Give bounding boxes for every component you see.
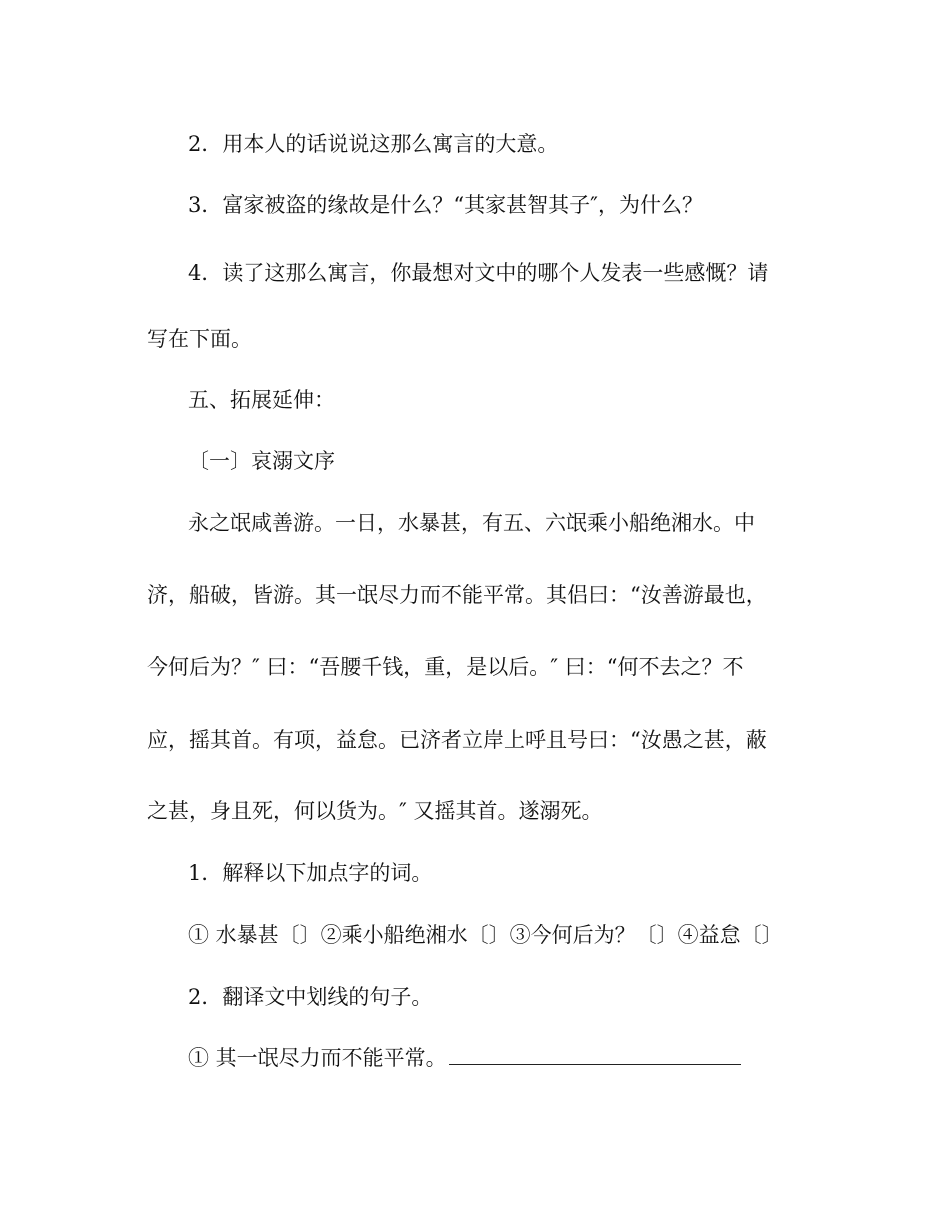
answer-blank-line[interactable] [449,1044,741,1065]
question-4: 4．读了这那么寓言，你最想对文中的哪个人发表一些感慨？请 [188,261,769,285]
exercise-1-items: ① 水暴甚〔〕②乘小船绝湘水〔〕③今何后为？〔〕④益怠〔〕 [188,923,783,947]
passage-line-1: 永之氓咸善游。一日，水暴甚，有五、六氓乘小船绝湘水。中 [188,511,755,535]
question-2: 2．用本人的话说说这那么寓言的大意。 [188,132,559,156]
passage-line-5: 之甚，身且死，何以货为。″ 又摇其首。遂溺死。 [147,799,603,823]
subsection-title: 〔一〕哀溺文序 [188,449,335,473]
section-heading: 五、拓展延伸： [188,388,335,412]
exercise-2-prompt: 2．翻译文中划线的句子。 [188,985,433,1009]
passage-line-4: 应，摇其首。有项，益怠。已济者立岸上呼且号曰：“汝愚之甚，蔽 [147,728,767,752]
passage-line-2: 济，船破，皆游。其一氓尽力而不能平常。其侣曰：“汝善游最也， [147,583,767,607]
passage-line-3: 今何后为？″ 曰：“吾腰千钱，重，是以后。″ 曰：“何不去之？不 [147,655,744,679]
exercise-2-item-1 [188,1043,741,1073]
question-4-continued: 写在下面。 [147,327,252,351]
question-3: 3．富家被盗的缘故是什么？“其家甚智其子″，为什么？ [188,193,703,217]
exercise-1-prompt: 1．解释以下加点字的词。 [188,861,433,885]
exercise-2-item-1-text: ① 其一氓尽力而不能平常。 [188,1046,447,1070]
